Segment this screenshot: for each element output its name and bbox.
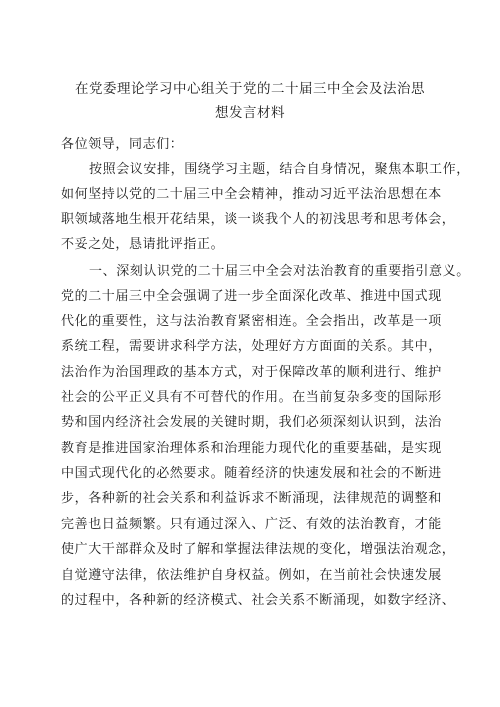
body-line-4: 不妥之处，恳请批评指正。 <box>61 237 225 252</box>
body-line-7: 代化的重要性，这与法治教育紧密相连。全会指出，改革是一项 <box>61 314 442 329</box>
body-line-3: 职领域落地生根开花结果，谈一谈我个人的初浅思考和思考体会， <box>61 212 456 227</box>
document-title-line-2: 想发言材料 <box>215 105 285 121</box>
section-heading-1: 一、深刻认识党的二十届三中全会对法治教育的重要指引意义。 <box>89 264 470 279</box>
body-line-15: 完善也日益频繁。只有通过深入、广泛、有效的法治教育，才能 <box>61 517 442 532</box>
body-line-8: 系统工程，需要讲求科学方法，处理好方方面面的关系。其中， <box>61 339 442 354</box>
body-line-10: 社会的公平正义具有不可替代的作用。在当前复杂多变的国际形 <box>61 390 442 405</box>
body-line-14: 步，各种新的社会关系和利益诉求不断涌现，法律规范的调整和 <box>61 491 442 506</box>
body-line-16: 使广大干部群众及时了解和掌握法律法规的变化，增强法治观念， <box>61 542 456 557</box>
body-line-13: 中国式现代化的必然要求。随着经济的快速发展和社会的不断进 <box>61 466 442 481</box>
document-title-line-1: 在党委理论学习中心组关于党的二十届三中全会及法治思 <box>75 81 425 97</box>
salutation: 各位领导，同志们： <box>61 137 184 152</box>
body-line-9: 法治作为治国理政的基本方式，对于保障改革的顺利进行、维护 <box>61 365 442 380</box>
body-line-6: 党的二十届三中全会强调了进一步全面深化改革、推进中国式现 <box>61 289 442 304</box>
body-line-18: 的过程中，各种新的经济模式、社会关系不断涌现，如数字经济、 <box>61 593 456 608</box>
body-line-2: 如何坚持以党的二十届三中全会精神，推动习近平法治思想在本 <box>61 187 442 202</box>
body-line-11: 势和国内经济社会发展的关键时期，我们必须深刻认识到，法治 <box>61 415 442 430</box>
body-line-17: 自觉遵守法律，依法维护自身权益。例如，在当前社会快速发展 <box>61 568 442 583</box>
body-line-12: 教育是推进国家治理体系和治理能力现代化的重要基础，是实现 <box>61 441 442 456</box>
body-line-1: 按照会议安排，围绕学习主题，结合自身情况，聚焦本职工作， <box>89 162 470 177</box>
